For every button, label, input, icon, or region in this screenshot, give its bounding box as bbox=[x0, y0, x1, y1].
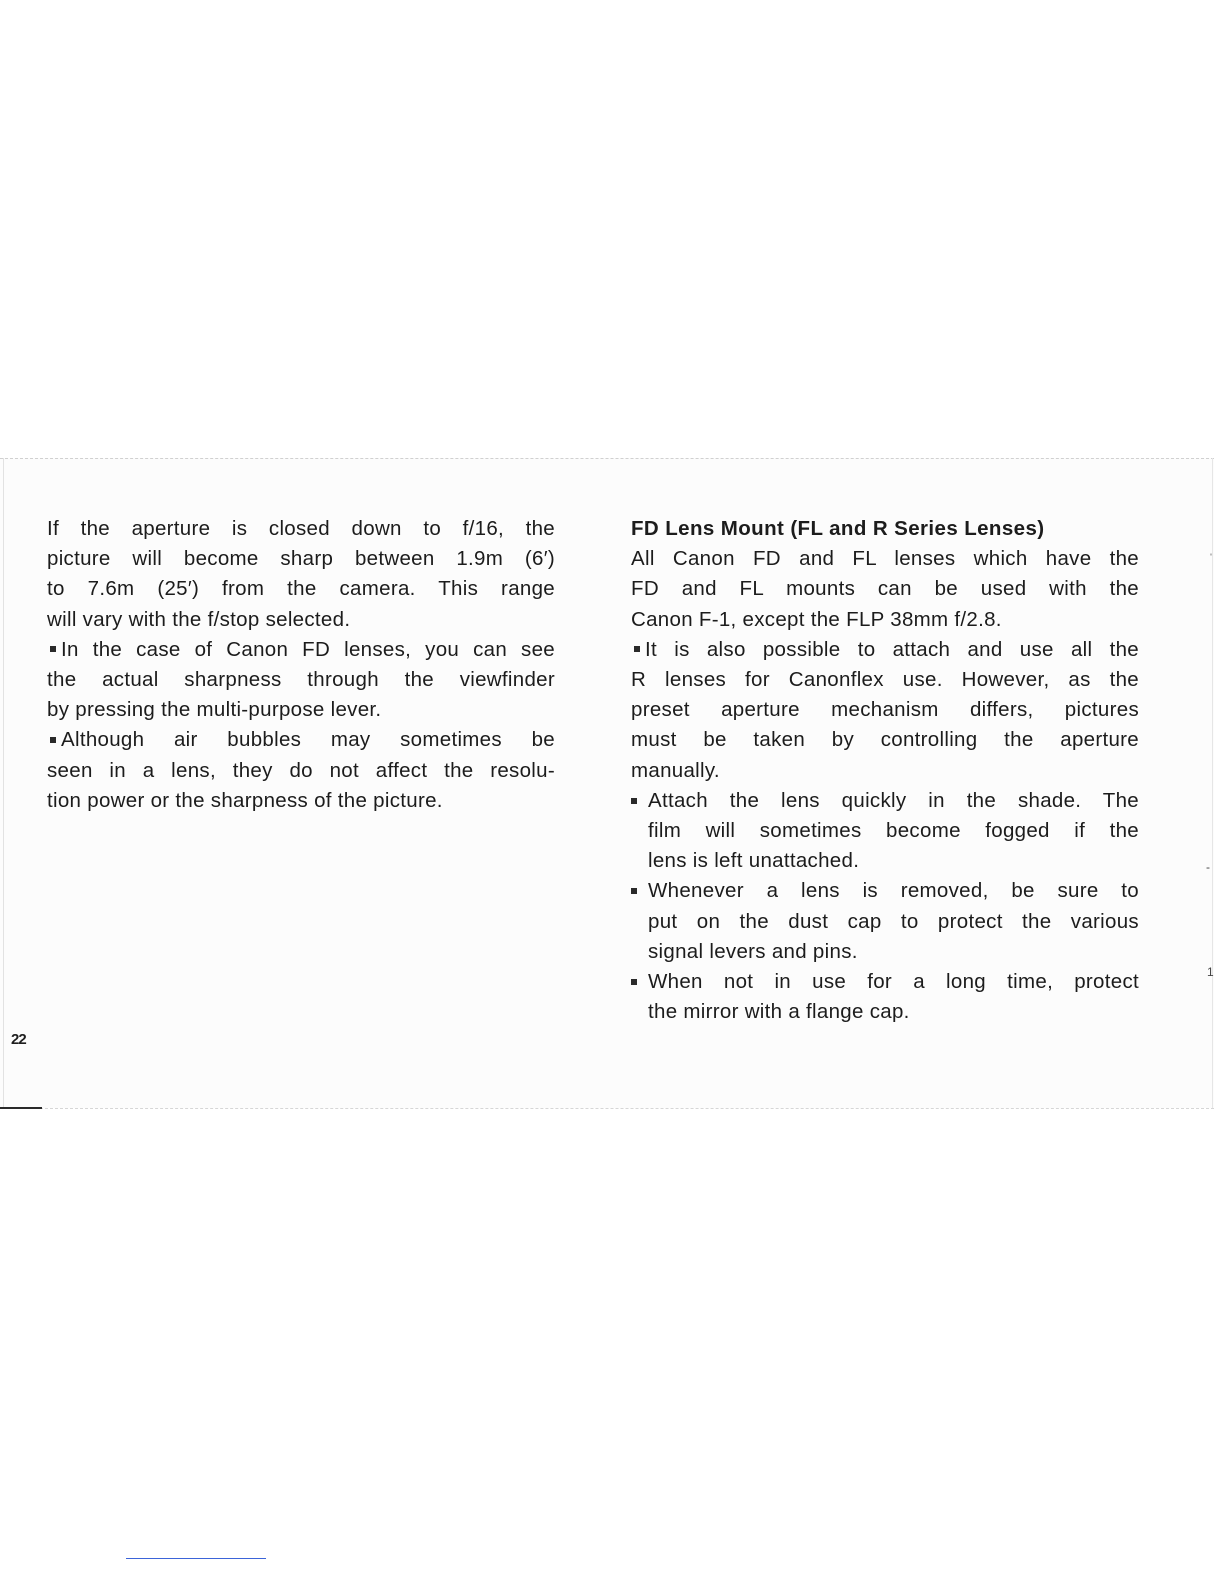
paragraph-line: If the aperture is closed down to f/16, the bbox=[47, 517, 555, 540]
list-item-line: lens is left unattached. bbox=[648, 849, 860, 873]
fd-fl-compatibility-paragraph bbox=[631, 544, 1139, 635]
paragraph-line: will vary with the f/stop selected. bbox=[47, 607, 351, 631]
bullet-square-icon bbox=[634, 646, 640, 652]
list-item-line: signal levers and pins. bbox=[648, 939, 858, 963]
paragraph-line-text: In the case of Canon FD lenses, you can see bbox=[61, 637, 555, 661]
left-column bbox=[47, 514, 555, 816]
list-item-line: film will sometimes become fogged if the bbox=[648, 819, 1139, 843]
list-item-line: Whenever a lens is removed, be sure to bbox=[648, 879, 1139, 903]
paragraph-line: seen in a lens, they do not affect the resolu- bbox=[47, 758, 555, 782]
margin-number-mark: 1 bbox=[1207, 965, 1214, 979]
list-item-line: Attach the lens quickly in the shade. The bbox=[648, 788, 1139, 812]
paragraph-line: the actual sharpness through the viewfinder bbox=[47, 668, 555, 692]
note-first-line bbox=[47, 635, 555, 665]
note-first-line bbox=[631, 635, 1139, 665]
paragraph-line-text: It is also possible to attach and use all the bbox=[645, 637, 1139, 661]
page-bottom-edge-mark bbox=[0, 1107, 42, 1109]
r-lens-note bbox=[631, 635, 1139, 786]
paragraph-line-text: Although air bubbles may sometimes be bbox=[61, 728, 555, 752]
paragraph-line: to 7.6m (25′) from the camera. This range bbox=[47, 577, 555, 601]
list-item-line: the mirror with a flange cap. bbox=[648, 1000, 910, 1024]
page-number: 22 bbox=[11, 1031, 26, 1048]
note-first-line bbox=[47, 725, 555, 755]
paragraph-line: must be taken by controlling the aperture bbox=[631, 728, 1139, 752]
bullet-square-icon bbox=[631, 798, 637, 804]
margin-tick-mark: - bbox=[1206, 860, 1210, 874]
link-underline bbox=[126, 1558, 266, 1559]
paragraph-line: by pressing the multi-purpose lever. bbox=[47, 698, 382, 722]
list-item-line: put on the dust cap to protect the various bbox=[648, 909, 1139, 933]
list-item bbox=[631, 967, 1139, 1027]
paragraph-line: FD and FL mounts can be used with the bbox=[631, 577, 1139, 601]
aperture-range-paragraph bbox=[47, 514, 555, 635]
paragraph-line: picture will become sharp between 1.9m (6′) bbox=[47, 547, 555, 571]
paragraph-line: All Canon FD and FL lenses which have the bbox=[631, 547, 1139, 571]
list-item-line: When not in use for a long time, protect bbox=[648, 970, 1139, 994]
air-bubbles-note bbox=[47, 725, 555, 816]
right-column bbox=[631, 514, 1139, 1027]
page-bottom-edge bbox=[40, 1108, 1214, 1109]
page-top-edge bbox=[0, 458, 1214, 459]
section-heading: FD Lens Mount (FL and R Series Lenses) bbox=[631, 517, 1045, 540]
paragraph-line: R lenses for Canonflex use. However, as the bbox=[631, 668, 1139, 692]
margin-tick-mark: ˌ bbox=[1209, 542, 1213, 556]
list-item bbox=[631, 786, 1139, 877]
bullet-square-icon bbox=[50, 737, 56, 743]
page-left-edge bbox=[3, 458, 4, 1108]
fd-sharpness-note bbox=[47, 635, 555, 726]
paragraph-line: Canon F-1, except the FLP 38mm f/2.8. bbox=[631, 607, 1002, 631]
bullet-square-icon bbox=[631, 888, 637, 894]
paragraph-line: tion power or the sharpness of the picture. bbox=[47, 788, 443, 812]
list-item bbox=[631, 876, 1139, 967]
paragraph-line: manually. bbox=[631, 758, 720, 782]
paragraph-line: preset aperture mechanism differs, pictures bbox=[631, 698, 1139, 722]
bullet-square-icon bbox=[631, 979, 637, 985]
bullet-square-icon bbox=[50, 646, 56, 652]
lens-handling-list bbox=[631, 786, 1139, 1028]
